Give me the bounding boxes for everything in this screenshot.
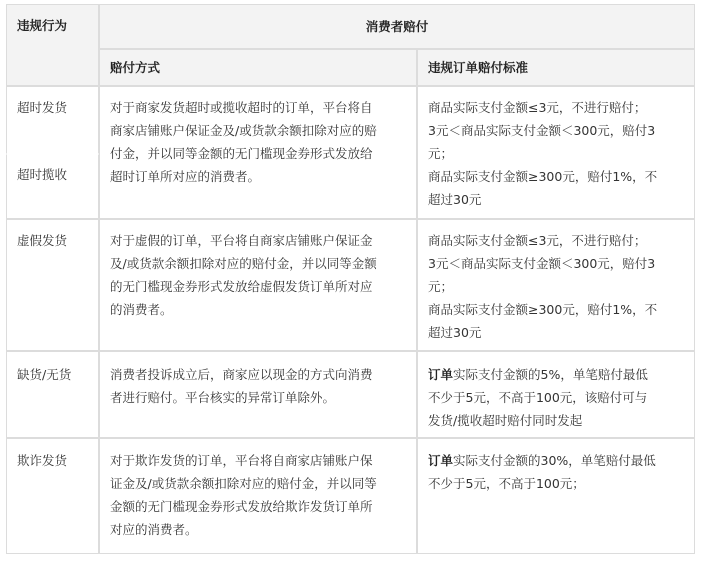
standard-line: 3元＜商品实际支付金额＜300元，赔付3	[428, 256, 656, 271]
row-standard-cell	[417, 438, 695, 554]
header-method-text: 赔付方式	[110, 60, 161, 75]
violation-label: 超时发货	[17, 100, 68, 115]
method-line: 及/或货款余额扣除对应的赔付金，并以同等金额	[110, 256, 377, 271]
method-line: 超时订单所对应的消费者。	[110, 169, 261, 184]
standard-emphasis: 订单	[428, 453, 454, 468]
row-violation-cell	[6, 351, 99, 438]
standard-line: 超过30元	[428, 325, 482, 340]
standard-line-rest: 实际支付金额的30%，单笔赔付最低	[453, 453, 656, 468]
method-line: 对于虚假的订单，平台将自商家店铺账户保证金	[110, 233, 373, 248]
header-compensation	[99, 4, 695, 49]
compensation-table	[6, 4, 706, 554]
violation-label: 超时揽收	[17, 167, 68, 182]
header-standard	[417, 49, 695, 86]
method-line: 对应的消费者。	[110, 522, 198, 537]
violation-label: 虚假发货	[17, 233, 68, 248]
method-line: 商家店铺账户保证金及/或货款余额扣除对应的赔	[110, 123, 377, 138]
header-compensation-text: 消费者赔付	[365, 19, 429, 34]
header-method	[99, 49, 417, 86]
row-method-cell	[99, 351, 417, 438]
standard-line: 商品实际支付金额≥300元，赔付1%，不	[428, 302, 658, 317]
row-violation-cell	[6, 86, 99, 154]
row-standard-cell	[417, 219, 695, 351]
method-line: 证金及/或货款余额扣除对应的赔付金，并以同等	[110, 476, 377, 491]
method-line: 付金，并以同等金额的无门槛现金券形式发放给	[110, 146, 373, 161]
standard-line: 元；	[428, 279, 454, 294]
standard-line: 3元＜商品实际支付金额＜300元，赔付3	[428, 123, 656, 138]
method-line: 金额的无门槛现金券形式发放给欺诈发货订单所	[110, 499, 373, 514]
standard-emphasis: 订单	[428, 367, 454, 382]
violation-label: 缺货/无货	[17, 367, 72, 382]
method-line: 者进行赔付。平台核实的异常订单除外。	[110, 390, 336, 405]
violation-label: 欺诈发货	[17, 453, 68, 468]
method-line: 的消费者。	[110, 302, 173, 317]
method-line: 对于欺诈发货的订单，平台将自商家店铺账户保	[110, 453, 373, 468]
row-standard-cell	[417, 86, 695, 219]
standard-line	[428, 363, 684, 386]
row-violation-cell	[6, 438, 99, 554]
standard-line: 元；	[428, 146, 454, 161]
row-method-cell	[99, 438, 417, 554]
method-line: 对于商家发货超时或揽收超时的订单，平台将自	[110, 100, 373, 115]
standard-line	[428, 449, 684, 472]
row-method-cell	[99, 86, 417, 219]
standard-line: 商品实际支付金额≥300元，赔付1%，不	[428, 169, 658, 184]
row-violation-cell	[6, 219, 99, 351]
row-method-cell	[99, 219, 417, 351]
method-line: 的无门槛现金券形式发放给虚假发货订单所对应	[110, 279, 373, 294]
header-standard-text: 违规订单赔付标准	[428, 60, 529, 75]
header-violation	[6, 4, 99, 86]
method-line: 消费者投诉成立后，商家应以现金的方式向消费	[110, 367, 373, 382]
header-violation-text: 违规行为	[17, 18, 68, 33]
standard-line: 不少于5元，不高于100元；	[428, 476, 585, 491]
standard-line: 商品实际支付金额≤3元，不进行赔付；	[428, 233, 647, 248]
standard-line: 不少于5元，不高于100元，该赔付可与	[428, 390, 648, 405]
standard-line: 发货/揽收超时赔付同时发起	[428, 413, 583, 428]
standard-line: 超过30元	[428, 192, 482, 207]
standard-line-rest: 实际支付金额的5%，单笔赔付最低	[453, 367, 648, 382]
row-violation-cell	[6, 154, 99, 219]
row-standard-cell	[417, 351, 695, 438]
standard-line: 商品实际支付金额≤3元，不进行赔付；	[428, 100, 647, 115]
